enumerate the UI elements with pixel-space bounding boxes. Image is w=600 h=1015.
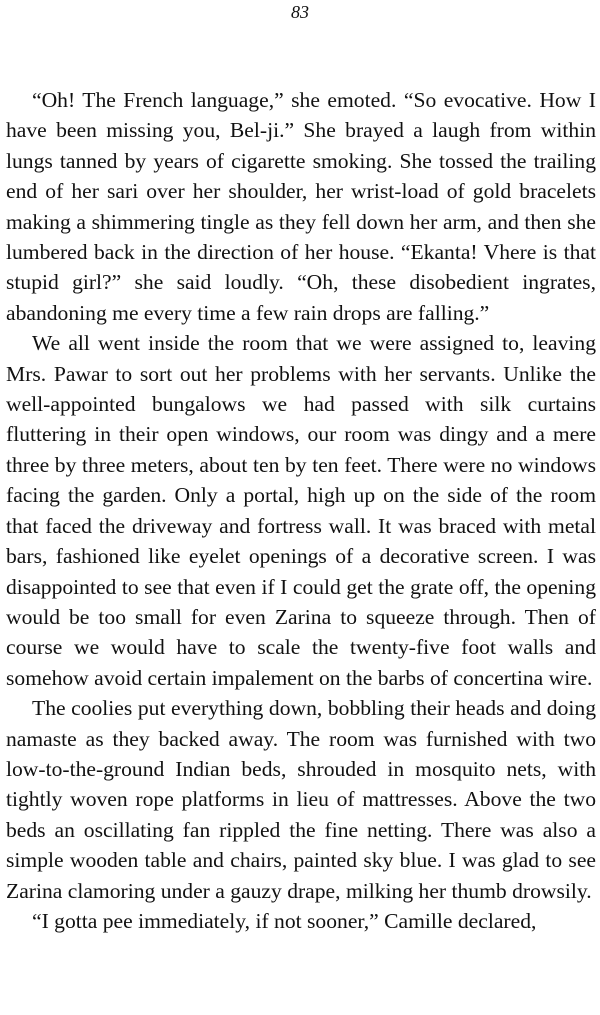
paragraph-3: The coolies put everything down, bobbling their heads and doing namaste as they backed away. The room was furnished with two low-to-the-ground Indian beds, shrouded in mosquito nets, with tightly woven rope platforms in lieu of mattresses. Above the two beds an oscillating fan rippled the fine netting. There was also a simple wooden table and chairs, painted sky blue. I was glad to see Zarina clamoring under a gauzy drape, milking her thumb drowsily.	[6, 696, 596, 903]
paragraph-1: “Oh! The French language,” she emoted. “So evocative. How I have been missing you, Bel-ji.” She brayed a laugh from within lungs tanned by years of cigarette smoking. She tossed the trailing end of her sari over her shoulder, her wrist-load of gold bracelets making a shimmering tingle as they fell down her arm, and then she lumbered back in the direction of her house. “Ekanta! Vhere is that stupid girl?” she said loudly. “Oh, these disobedient ingrates, abandoning me every time a few rain drops are falling.”	[6, 88, 596, 325]
paragraph-4: “I gotta pee immediately, if not sooner,” Camille declared,	[32, 908, 537, 933]
paragraph-2: We all went inside the room that we were assigned to, leaving Mrs. Pawar to sort out her problems with her servants. Unlike the well-appointed bungalows we had passed with silk curtains fluttering in their open windows, our room was dingy and a mere three by three meters, about ten by ten feet. There were no windows facing the garden. Only a portal, high up on the side of the room that faced the driveway and fortress wall. It was braced with metal bars, fashioned like eyelet openings of a decorative screen. I was disappointed to see that even if I could get the grate off, the opening would be too small for even Zarina to squeeze through. Then of course we would have to scale the twenty-five foot walls and somehow avoid certain impalement on the barbs of concertina wire.	[6, 331, 596, 690]
body-text	[6, 85, 596, 936]
page-number: 83	[291, 2, 309, 22]
